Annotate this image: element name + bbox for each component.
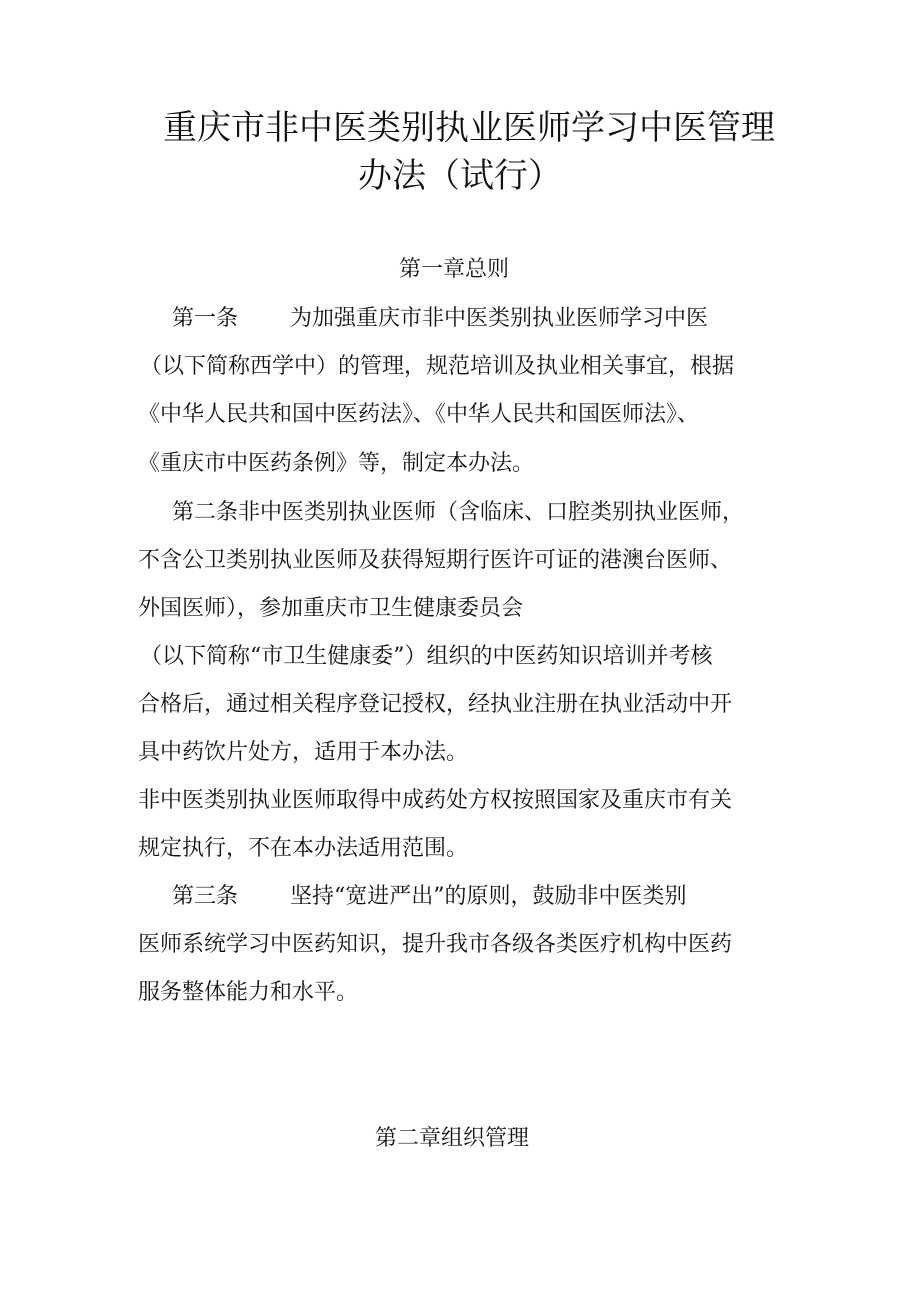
article-1-line-4: 《重庆市中医药条例》等，制定本办法。 xyxy=(138,451,535,476)
article-2-line-1: 第二条非中医类别执业医师（含临床、口腔类别执业医师， xyxy=(172,500,745,525)
document-title-line-2: 办法（试行） xyxy=(358,156,562,196)
article-2-line-8: 规定执行，不在本办法适用范围。 xyxy=(138,836,469,861)
article-2-line-7: 非中医类别执业医师取得中成药处方权按照国家及重庆市有关 xyxy=(138,788,733,813)
article-1-line-2: （以下简称西学中）的管理，规范培训及执业相关事宜，根据 xyxy=(140,354,735,379)
article-1-line-3: 《中华人民共和国中医药法》、《中华人民共和国医师法》、 xyxy=(138,402,700,427)
article-2-line-4: （以下简称“市卫生健康委”）组织的中医药知识培训并考核 xyxy=(140,644,713,669)
article-2-line-3: 外国医师），参加重庆市卫生健康委员会 xyxy=(138,596,524,621)
article-2-line-5: 合格后，通过相关程序登记授权，经执业注册在执业活动中开 xyxy=(138,692,733,717)
document-title-line-1: 重庆市非中医类别执业医师学习中医管理 xyxy=(163,108,775,148)
article-3-line-2: 医师系统学习中医药知识，提升我市各级各类医疗机构中医药 xyxy=(138,932,733,957)
chapter-2-heading: 第二章组织管理 xyxy=(375,1126,530,1151)
article-3-line-1: 坚持“宽进严出”的原则，鼓励非中医类别 xyxy=(290,884,687,909)
chapter-1-heading: 第一章总则 xyxy=(399,257,510,282)
article-1-label: 第一条 xyxy=(172,306,239,331)
article-3-line-3: 服务整体能力和水平。 xyxy=(138,980,359,1005)
article-1-line-1: 为加强重庆市非中医类别执业医师学习中医 xyxy=(290,306,709,331)
article-2-line-2: 不含公卫类别执业医师及获得短期行医许可证的港澳台医师、 xyxy=(138,548,733,573)
article-2-line-6: 具中药饮片处方，适用于本办法。 xyxy=(138,740,469,765)
article-3-label: 第三条 xyxy=(172,884,239,909)
